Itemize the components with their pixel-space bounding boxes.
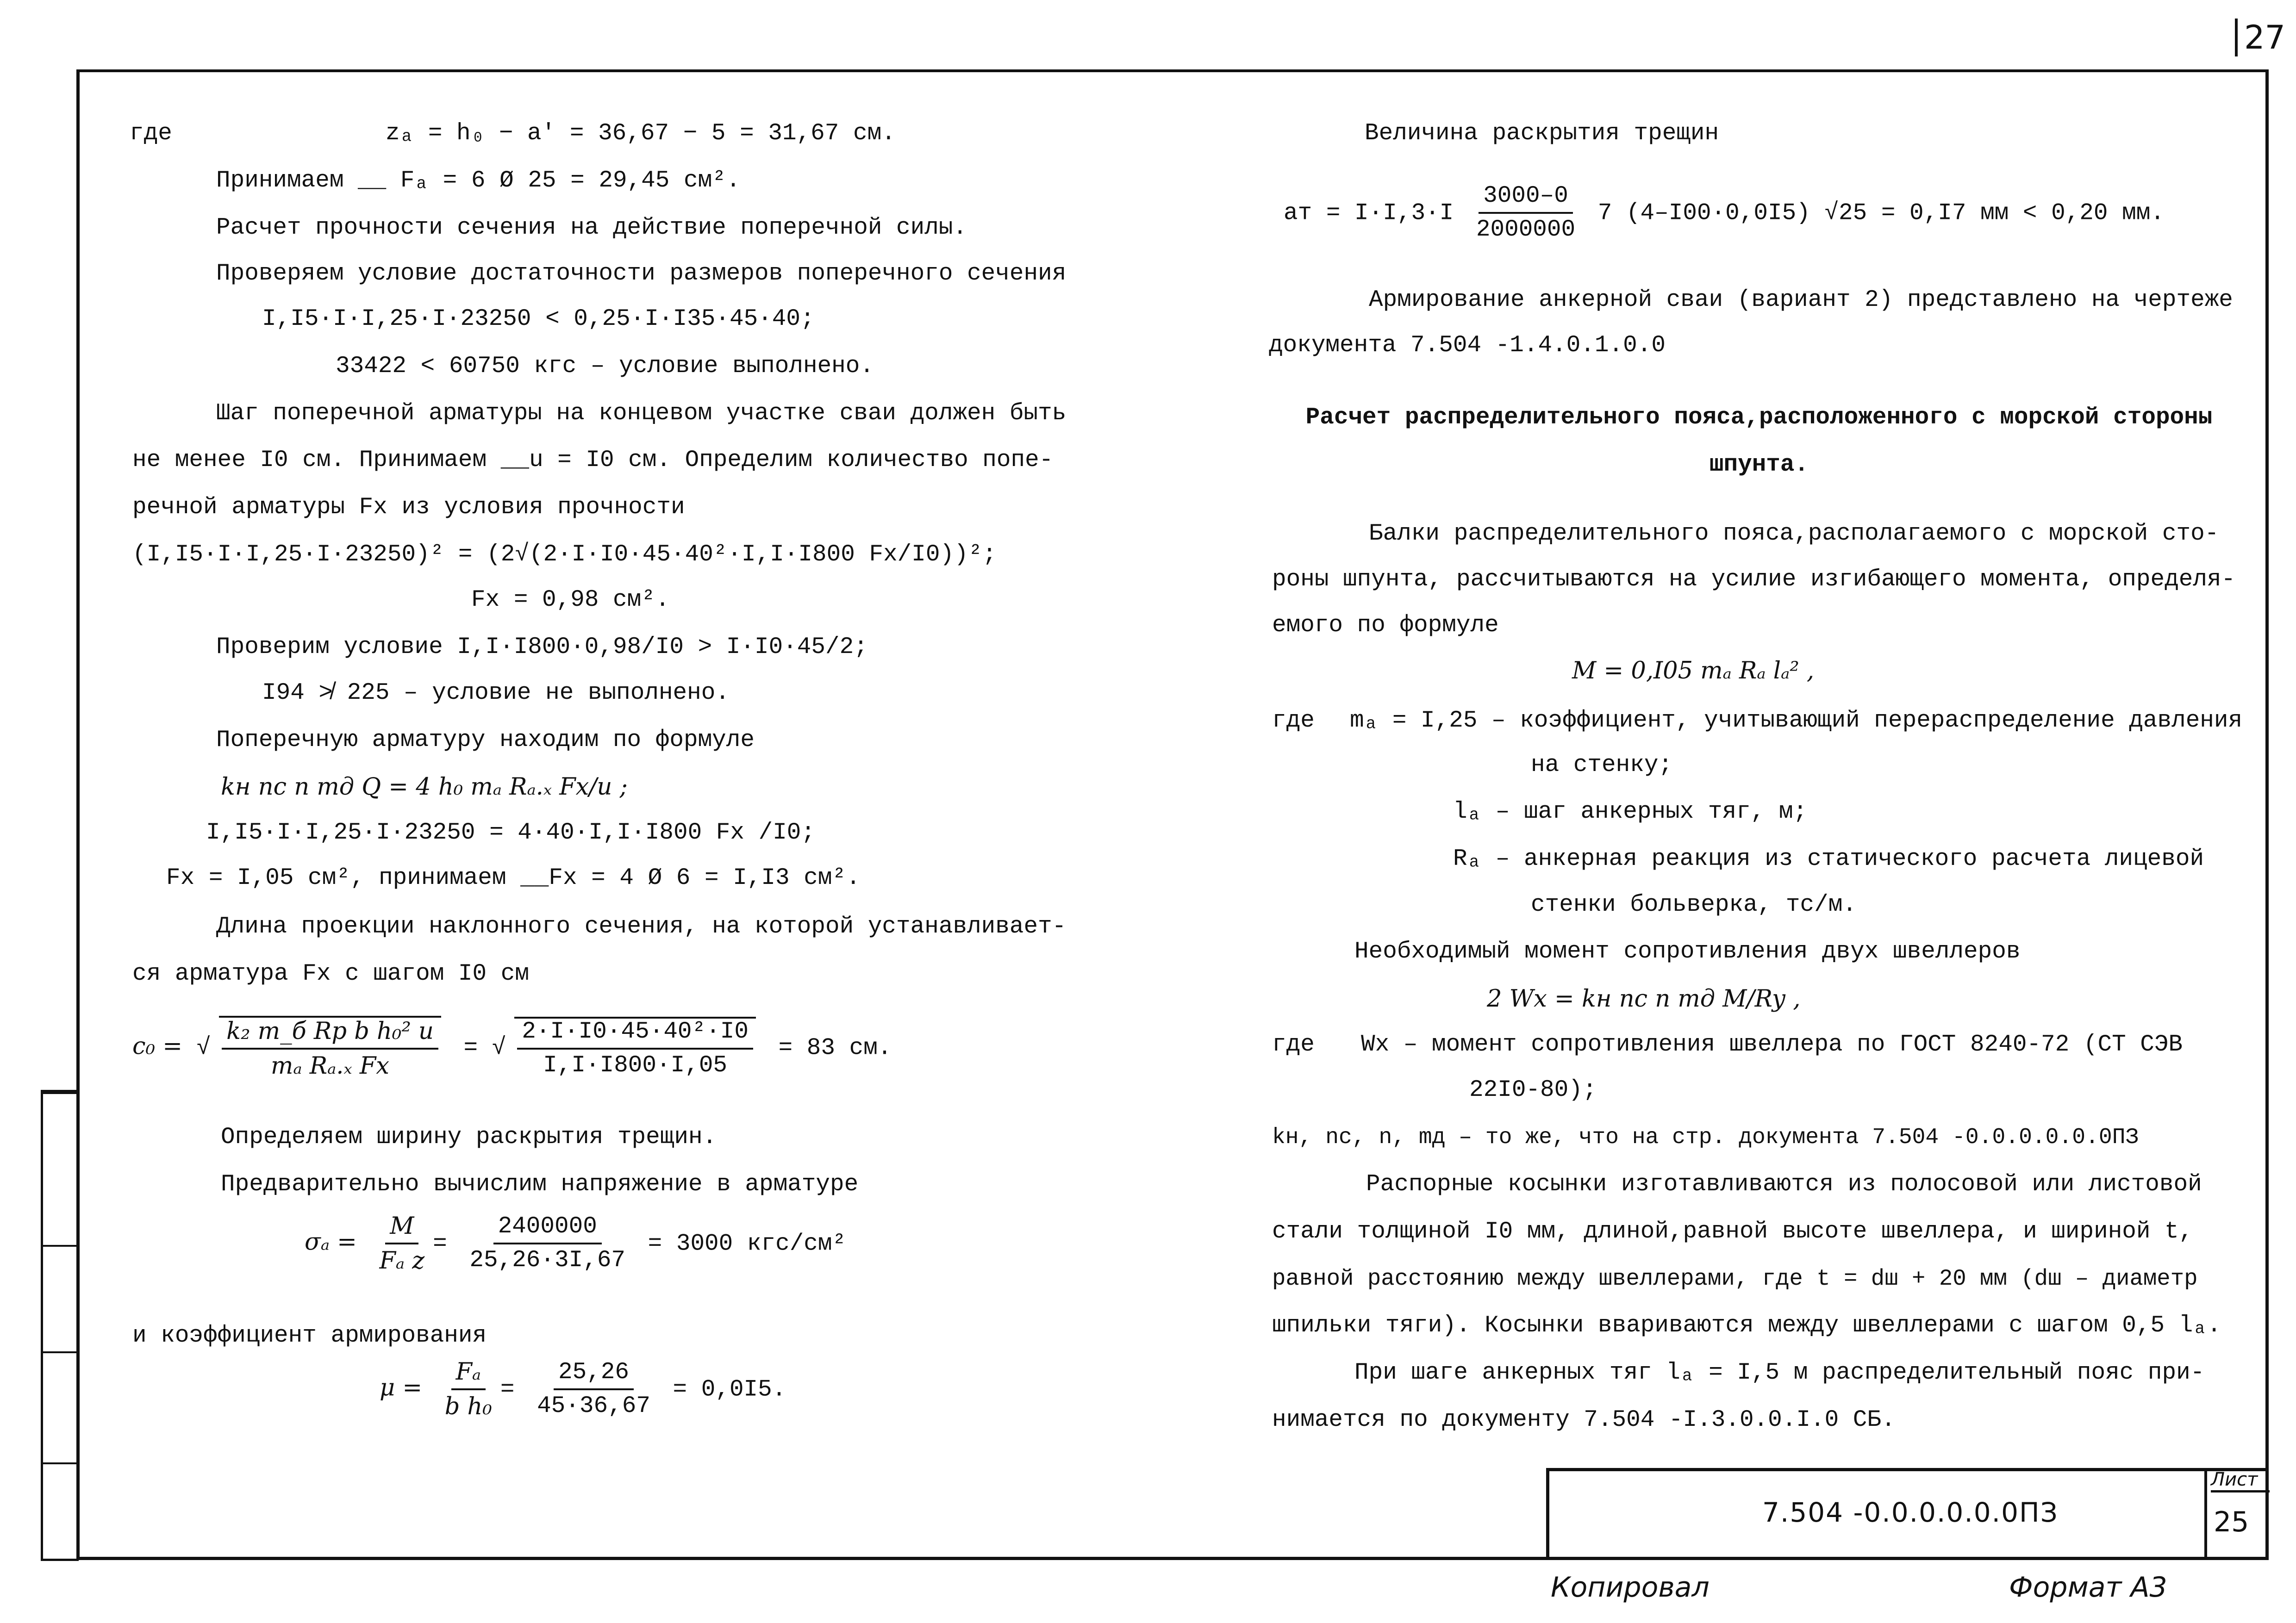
copied-by-label: Копировал <box>1551 1571 1710 1604</box>
numerator: k₂ m_б Rp b h₀² u <box>222 1018 438 1050</box>
text-line: Распорные косынки изготавливаются из полосовой или листовой <box>1366 1171 2202 1198</box>
binding-margin-strip <box>41 1090 79 1561</box>
formula-za: zₐ = h₀ − a' = 36,67 − 5 = 31,67 см. <box>386 120 896 147</box>
text-line: Шаг поперечной арматуры на концевом участке сваи должен быть <box>216 400 1067 427</box>
denominator: Fₐ z <box>379 1247 425 1275</box>
formula-line: kн nс n mд Q = 4 h₀ mₐ Rₐ.ₓ Fx/u ; <box>221 773 628 801</box>
formula-result: = 3000 кгс/см² <box>648 1231 847 1257</box>
denominator: I,I·I800·I,05 <box>543 1052 728 1079</box>
page-corner-number: 27 <box>2235 19 2285 56</box>
text-line: lₐ – шаг анкерных тяг, м; <box>1453 799 1808 825</box>
formula-mu: μ = $\frac{\text{Fₐ}}{\text{b h₀}}$ = $\frac{25,26}{45\cdot 36,67}$ = 0,0I5. <box>380 1358 786 1420</box>
text-line: Wx – момент сопротивления швеллера по ГОСТ 8240-72 (СТ СЭВ <box>1361 1032 2183 1058</box>
text-line: Необходимый момент сопротивления двух швеллеров <box>1354 939 2021 965</box>
denominator: 25,26·3I,67 <box>469 1247 626 1274</box>
formula-line: I,I5·I·I,25·I·23250 < 0,25·I·I35·45·40; <box>262 306 815 332</box>
denominator: 45·36,67 <box>537 1393 650 1419</box>
text-line: Проверяем условие достаточности размеров поперечного сечения <box>216 261 1067 287</box>
numerator: 25,26 <box>554 1359 634 1390</box>
format-label: Формат А3 <box>2009 1571 2167 1604</box>
text-line: стали толщиной I0 мм, длиной,равной высоте швеллера, и шириной t, <box>1272 1219 2193 1245</box>
text-line: Величина раскрытия трещин <box>1365 120 1719 147</box>
where-label: где <box>130 120 172 147</box>
where-label: где <box>1272 708 1315 734</box>
sheet-number-box <box>2204 1469 2270 1557</box>
numerator: 3000–0 <box>1479 183 1573 214</box>
text-line: стенки больверка, тс/м. <box>1531 892 1857 918</box>
text-line: При шаге анкерных тяг lₐ = I,5 м распределительный пояс при- <box>1354 1360 2205 1386</box>
text-line: Армирование анкерной сваи (вариант 2) представлено на чертеже <box>1369 287 2233 313</box>
text-line: Балки распределительного пояса,располагаемого с морской сто- <box>1369 521 2219 547</box>
formula-line: Fx = I,05 см², принимаем __Fx = 4 Ø 6 = I,I3 см². <box>166 865 861 891</box>
where-label: где <box>1272 1032 1315 1058</box>
text-line: емого по формуле <box>1272 612 1499 639</box>
formula-c0: c₀ = √ $\frac{\text{k₂ m\_б Rp b h₀² u}}{\text{mₐ Rₐ.ₓ Fx}}$ = √ $\frac{\text{2·I·I0·45·40²·I0}}{I,I\cdot I800\cdot I,05}$ = 83 см. <box>132 1016 892 1080</box>
formula-lhs: c₀ = <box>132 1032 182 1060</box>
text-line: и коэффициент армирования <box>132 1323 487 1349</box>
text-line: kн, nс, n, mд – то же, что на стр. документа 7.504 -0.0.0.0.0.0ПЗ <box>1272 1125 2139 1150</box>
numerator: 2·I·I0·45·40²·I0 <box>517 1019 753 1050</box>
formula-result: = 83 см. <box>778 1035 892 1062</box>
text-line: не менее I0 см. Принимаем __u = I0 см. Определим количество попе- <box>132 447 1054 473</box>
denominator: mₐ Rₐ.ₓ Fx <box>271 1052 389 1080</box>
text-line: Rₐ – анкерная реакция из статического расчета лицевой <box>1453 846 2204 872</box>
text-line: документа 7.504 -1.4.0.1.0.0 <box>1269 332 1666 359</box>
sheet-number: 25 <box>2214 1506 2249 1538</box>
formula-line: Fx = 0,98 см². <box>471 587 670 613</box>
sheet-label: Лист <box>2211 1469 2270 1492</box>
formula-crack-width <box>1284 183 2165 243</box>
title-block <box>1546 1468 2267 1557</box>
denominator: b h₀ <box>444 1393 492 1420</box>
text-line: Расчет прочности сечения на действие поперечной силы. <box>216 215 967 241</box>
text-line: Предварительно вычислим напряжение в арматуре <box>221 1171 859 1198</box>
numerator: Fₐ <box>451 1358 486 1390</box>
text-line: Поперечную арматуру находим по формуле <box>216 727 755 753</box>
document-code: 7.504 -0.0.0.0.0.0ПЗ <box>1762 1497 2059 1528</box>
formula-moment: M = 0,I05 mₐ Rₐ lₐ² , <box>1572 657 1815 684</box>
text-line: 33422 < 60750 кгс – условие выполнено. <box>336 353 874 379</box>
formula-line: (I,I5·I·I,25·I·23250)² = (2√(2·I·I0·45·40²·I,I·I800 Fx/I0))²; <box>132 541 997 568</box>
text-line: ся арматура Fx с шагом I0 см <box>132 961 529 987</box>
text-line: шпильки тяги). Косынки ввариваются между швеллерами с шагом 0,5 lₐ. <box>1272 1312 2221 1339</box>
formula-lhs: σₐ = <box>305 1228 357 1256</box>
section-heading: шпунта. <box>1709 452 1809 478</box>
formula-sigma: σₐ = $\frac{M}{\text{Fₐ z}}$ = $\frac{2400000}{25,26\cdot 3I,67}$ = 3000 кгс/см² <box>305 1213 847 1275</box>
formula-result: = 0,0I5. <box>673 1376 786 1403</box>
denominator: 2000000 <box>1476 217 1576 243</box>
text-line: нимается по документу 7.504 -I.3.0.0.I.0 СБ. <box>1272 1407 1896 1433</box>
numerator: 2400000 <box>493 1213 602 1244</box>
text-line: речной арматуры Fx из условия прочности <box>132 494 685 521</box>
text-line: Длина проекции наклонного сечения, на которой устанавливает- <box>216 914 1067 940</box>
text-line: Определяем ширину раскрытия трещин. <box>221 1124 717 1150</box>
text-line: 22I0-80); <box>1469 1077 1597 1103</box>
formula-wx: 2 Wx = kн nс n mд M/Ry , <box>1487 985 1801 1013</box>
section-heading: Расчет распределительного пояса,расположенного с морской стороны <box>1305 404 2213 431</box>
text-line: I94 ≯ 225 – условие не выполнено. <box>262 680 730 706</box>
formula-line: I,I5·I·I,25·I·23250 = 4·40·I,I·I800 Fx /I0; <box>206 820 816 846</box>
formula-lhs: μ = <box>380 1374 423 1402</box>
numerator: M <box>385 1213 418 1244</box>
formula-result: 7 (4–I00·0,0I5) √25 = 0,I7 мм < 0,20 мм. <box>1597 200 2165 227</box>
formula-lhs: aт = I·I,3·I <box>1284 200 1454 227</box>
text-line: Проверим условие I,I·I800·0,98/I0 > I·I0·45/2; <box>216 634 868 660</box>
text-line: Принимаем __ Fₐ = 6 Ø 25 = 29,45 см². <box>216 168 741 194</box>
text-line: mₐ = I,25 – коэффициент, учитывающий перераспределение давления <box>1350 708 2243 734</box>
text-line: на стенку; <box>1531 752 1673 778</box>
text-line: равной расстоянию между швеллерами, где t = dш + 20 мм (dш – диаметр <box>1272 1266 2198 1292</box>
text-line: роны шпунта, рассчитываются на усилие изгибающего момента, определя- <box>1272 566 2236 593</box>
